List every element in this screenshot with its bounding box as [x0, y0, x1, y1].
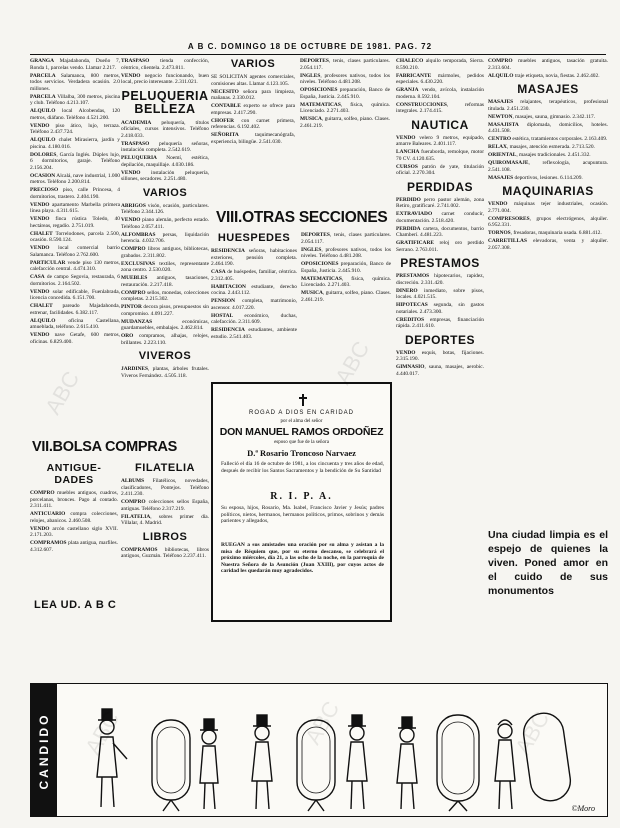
classified-ad: VENDO apartamento Marbella primera línea playa. 4.311.615.	[30, 201, 120, 214]
column-filatelia	[121, 462, 209, 620]
classified-list-prestamos	[396, 273, 484, 330]
section-varios-2: VARIOS	[230, 58, 276, 70]
classified-ad: EXTRAVIADO carnet conducir, documentación. 2.518.420.	[396, 211, 484, 224]
classified-list-otras	[301, 232, 391, 303]
funeral-widow-name: D.ª Rosario Troncoso Narvaez	[247, 448, 356, 458]
funeral-ruego: ROGAD A DIOS EN CARIDAD	[248, 410, 355, 416]
classified-ad: ACADEMIA peluquería, títulos oficiales, cursos intensivos. Teléfono 2.418.033.	[121, 119, 209, 139]
column-1	[30, 58, 120, 428]
classified-list-ensenanza	[300, 58, 390, 129]
section-peluqueria: PELUQUERIA BELLEZA	[121, 88, 209, 116]
funeral-alma: por el alma del señor	[280, 419, 323, 424]
classified-ad: CONTABLE experto se ofrece para empresas. 2.417.290.	[211, 103, 295, 116]
classified-ad: VENDO solar edificable, Fuenlabrada, licencia concedida. 6.151.700.	[30, 288, 120, 301]
classified-ad: ALQUILO oficina Castellana, amueblada, teléfono. 2.615.410.	[30, 317, 120, 330]
classified-ad: PERDIDO perro pastor alemán, zona Retiro, gratificaré. 2.741.002.	[396, 196, 484, 209]
classified-ad: MUDANZAS económicas, guardamuebles, embalajes. 2.462.814.	[121, 318, 209, 331]
classified-ad: NEWTON, masajes, sauna, gimnasio. 2.342.117.	[488, 113, 596, 120]
classified-ad: CASA de huéspedes, familiar, céntrica. 2.312.405.	[211, 269, 297, 282]
classified-ad: MATEMATICAS, física, química. Licenciado. 2.271.403.	[300, 101, 390, 114]
classified-ad: PARCELA Salamanca, 800 metros, todos servicios. Verdadera ocasión. 2.0 millones.	[30, 72, 120, 92]
classified-ad: COMPRESORES, grupos electrógenos, alquiler. 6.952.331.	[488, 215, 608, 228]
funeral-deceased-name: DON MANUEL RAMOS ORDOÑEZ	[219, 426, 384, 438]
lea-abc-slogan: LEA UD. A B C	[34, 599, 117, 611]
watermark-2: ABC	[330, 336, 375, 389]
classified-list-varios	[121, 203, 209, 347]
classified-ad: PARTICULAR vende piso 130 metros, calefacción central. 4.474.310.	[30, 259, 120, 272]
classified-ad: PARCELA Villalba, 300 metros, piscina y club. Teléfono 4.213.107.	[30, 93, 120, 106]
column-3	[211, 58, 295, 208]
classified-ad: RESIDENCIA estudiantes, ambiente estudio. 2.541.403.	[211, 327, 297, 340]
classified-ad: COMPRAMOS bibliotecas, libros antiguos, Guzmán. Teléfono 2.237.411.	[121, 546, 209, 559]
classified-ad: CARRETILLAS elevadoras, venta y alquiler. 2.057.308.	[488, 238, 608, 251]
classified-list-misc-6	[488, 58, 608, 79]
classified-ad: PRECIOSO piso, calle Princesa, 4 dormitorios, trastero. 2.404.190.	[30, 187, 120, 200]
classified-list-perdidas	[396, 197, 484, 254]
classified-ad: MUEBLES antiguos, tasaciones, restauración. 2.217.418.	[121, 275, 209, 288]
classified-ad: COMPRO colecciones sellos España, antiguas. Teléfono 2.317.219.	[121, 499, 209, 512]
classified-ad: CREDITOS empresas, financiación rápida. 2.411.610.	[396, 316, 484, 329]
classified-ad: GIMNASIO, sauna, masajes, aerobic. 4.440.017.	[396, 364, 484, 377]
classified-ad: ORIENTAL, masajes tradicionales. 2.451.332.	[488, 152, 591, 158]
section-nautica: NAUTICA	[411, 117, 469, 132]
classified-ad: VENDO instalación peluquería, sillones, secadores. 2.251.480.	[121, 169, 209, 182]
classified-list-libros	[121, 547, 209, 560]
watermark-4: ABC	[300, 696, 345, 749]
classified-ad: ALBUMS Filatélicos, novedades, clasificadores, Pontejos. Teléfono 2.411.230.	[121, 478, 209, 497]
classified-ad: VENDO arcón castellano siglo XVII. 2.171.203.	[30, 525, 118, 538]
classified-ad: PENSION completa, matrimonio, ascensor. 4.017.220.	[211, 298, 297, 311]
funeral-esposa: esposo que fue de la señora	[274, 440, 329, 445]
classified-ad: VENDO piano alemán, perfecto estado. Teléfono 2.057.411.	[121, 217, 209, 230]
funeral-body: Falleció el día 16 de octubre de 1981, a los cincuenta y tres años de edad, después de recibir los Santos Sacramentos y la bendición de Su Santidad	[221, 461, 384, 474]
classified-ad: TRASPASO tienda confección, céntrico, clientela. 2.473.811.	[121, 58, 209, 71]
civic-promo: Una ciudad limpia es el espejo de quienes la viven. Poned amor en el cuido de sus monumentos	[488, 529, 608, 597]
section-prestamos: PRESTAMOS	[400, 256, 480, 270]
classified-ad: SE SOLICITAN agentes comerciales, comisiones altas. Llamar 4.123.105.	[211, 74, 295, 87]
classified-ad: ALFOMBRAS persas, liquidación herencia. 4.032.706.	[121, 231, 209, 244]
classified-list-varios-2	[211, 74, 295, 145]
classified-ad: FABRICANTE mármoles, pedidos especiales. 6.430.220.	[396, 72, 484, 85]
classified-ad: HIPOTECAS segunda, sin gastos notariales. 2.473.300.	[396, 302, 484, 315]
classified-ad: CHALECO alquilo temporada, Sierra. 8.590.210.	[396, 58, 484, 71]
classified-ad: QUIROMASAJE, reflexología, acupuntura. 2.541.108.	[488, 160, 608, 173]
classified-ad: VENDO negocio funcionando, buen local, precio interesante. 2.311.021.	[121, 72, 209, 85]
classified-ad: CHALET pareado Majadahonda, estrenar, facilidades. 6.382.117.	[30, 303, 120, 316]
section-varios: VARIOS	[142, 186, 188, 199]
classified-ad: PELUQUERIA Noemí, estética, depilación, maquillaje. 4.030.186.	[121, 155, 209, 168]
classified-list-pisos	[30, 58, 120, 345]
classified-ad: INGLES, profesores nativos, todos los niveles. Teléfono 4.481.208.	[301, 246, 391, 259]
watermark-3: ABC	[80, 706, 125, 759]
classified-ad: COMPRO libros antiguos, bibliotecas, grabados. 2.311.802.	[121, 246, 209, 259]
classified-ad: PERDIDA cartera, documentos, barrio Chamberí. 4.481.223.	[396, 225, 484, 238]
classified-ad: CHOFER con carnet primera, referencias. 6.192.402.	[211, 117, 295, 130]
section-masajes: MASAJES	[517, 82, 579, 96]
classified-ad: CENTRO estética, tratamientos corporales. 2.163.409.	[488, 136, 608, 142]
section-antiguedades: ANTIGUE-DADES	[46, 462, 102, 486]
classified-list-antiguedades	[30, 490, 118, 553]
classified-ad: GRATIFICARE reloj oro perdido Serrano. 2.763.011.	[396, 240, 484, 253]
section-filatelia: FILATELIA	[135, 462, 195, 474]
classified-ad: EXCLUSIVAS textiles, representante zona centro. 2.530.020.	[121, 260, 209, 273]
watermark-5: ABC	[510, 706, 555, 759]
candido-band	[31, 684, 57, 816]
classified-list-deportes	[396, 350, 484, 378]
classified-ad: TRASPASO peluquería señoras, instalación completa. 2.542.619.	[121, 140, 209, 153]
column-4	[300, 58, 390, 208]
classified-ad: VENDO máquinas tejer industriales, ocasión. 2.771.004.	[488, 201, 608, 214]
column-5	[396, 58, 484, 618]
classified-list-misc	[121, 58, 209, 86]
classified-ad: MUSICA, guitarra, solfeo, piano. Clases. 2.461.219.	[301, 290, 391, 303]
classified-list-maquinarias	[488, 201, 608, 251]
classified-ad: VENDO esquís, botas, fijaciones. 2.315.190.	[396, 349, 484, 362]
section-libros: LIBROS	[142, 530, 188, 543]
funeral-notice	[211, 382, 392, 622]
classified-list-viveros	[121, 366, 209, 379]
classified-ad: VENDO nave Getafe, 600 metros, oficinas. 6.829.400.	[30, 332, 120, 345]
classified-ad: DEPORTES, tenis, clases particulares. 2.054.117.	[301, 232, 391, 245]
classified-list-masajes	[488, 99, 608, 181]
classified-ad: ALQUILO chalet Mirasierra, jardín y piscina. 4.180.016.	[30, 137, 120, 150]
classified-ad: ABRIGOS visón, ocasión, particulares. Teléfono 2.344.126.	[121, 202, 209, 215]
classified-ad: ALQUILO traje etiqueta, novia, fiestas. 2.462.402.	[488, 72, 600, 79]
classified-ad: LANCHA fueraborda, remolque, motor 70 CV. 4.120.635.	[396, 149, 484, 162]
classified-ad: CURSOS patrón de yate, titulación oficial. 2.270.304.	[396, 163, 484, 176]
classified-list-huespedes	[211, 248, 297, 340]
section-title-bolsa: VII.BOLSA COMPRAS	[32, 439, 178, 455]
classified-ad: PRESTAMOS hipotecarios, rapidez, discreción. 2.331.420.	[396, 273, 484, 286]
classified-ad: NECESITO señora para limpieza, mañanas. 2.330.012.	[211, 88, 295, 101]
classified-ad: DINERO inmediato, sobre pisos, locales. 4.021.515.	[396, 287, 484, 300]
classified-list-peluqueria	[121, 120, 209, 183]
classified-ad: JARDINES, plantas, árboles frutales. Viveros Fernández. 4.505.118.	[121, 366, 209, 379]
column-antiguedades	[30, 462, 118, 597]
classified-ad: MASAJES deportivos, lesiones. 6.114.209.	[488, 174, 583, 181]
classified-ad: VENDO piso ático, lujo, terraza. Teléfono 2.437.724.	[30, 122, 120, 135]
classified-ad: COMPRO muebles antiguos, tasación gratuita. 2.313.604.	[488, 58, 608, 71]
column-6	[488, 58, 608, 523]
classified-ad: COMPRO sellos, monedas, colecciones completas. 2.215.302.	[121, 289, 209, 302]
classified-ad: CHALET Torrelodones, parcela 2.500, ocasión. 8.590.124.	[30, 230, 120, 243]
section-perdidas: PERDIDAS	[406, 179, 473, 194]
comic-signature: ©Moro	[571, 804, 595, 813]
classified-ad: COMPRAMOS plata antigua, marfiles. 4.312.607.	[30, 540, 118, 553]
classified-ad: MASAJISTA diplomada, domicilios, hoteles. 4.431.508.	[488, 121, 608, 134]
classified-ad: DOLORES, García Inglés. Dúplex lujo, 6 dormitorios, garaje. Teléfono 2.156.204.	[30, 151, 120, 171]
classified-ad: VENDO velero 9 metros, equipado, amarre Baleares. 2.401.117.	[396, 134, 484, 147]
classified-ad: GRANJA vendo, avícola, instalación moderna. 8.592.104.	[396, 87, 484, 100]
section-maquinarias: MAQUINARIAS	[502, 184, 594, 198]
classified-ad: GRANGA Majadahonda, Dueño 7, Ronda 1, parcelas vendo. Llamar 2.217.	[30, 58, 120, 71]
funeral-rip: R. I. P. A.	[270, 491, 333, 502]
classified-ad: TORNOS, fresadoras, maquinaria usada. 6.881.412.	[488, 230, 602, 236]
funeral-mass: RUEGAN a sus amistades una oración por su alma y asistan a la misa de Réquiem que, por su eterno descanso, se celebrará el próximo miércoles, día 21, a las ocho de la noche, en la parroquia de Nuestra Señora de la Asunción (Juan XXIII), por cuyos actos de caridad les quedarán muy agradecidos.	[221, 542, 384, 574]
classified-ad: VENDO local comercial barrio Salamanca. Teléfono 2.762.600.	[30, 245, 120, 258]
section-deportes: DEPORTES	[404, 332, 475, 347]
classified-ad: MASAJES relajantes, terapéuticos, profesional titulada. 2.451.230.	[488, 99, 608, 112]
section-viveros: VIVEROS	[138, 350, 192, 362]
classified-ad: CONSTRUCCIONES, reformas integrales. 2.174.415.	[396, 101, 484, 114]
classified-ad: HOSTAL económico, duchas, calefacción. 2.311.609.	[211, 312, 297, 325]
classified-ad: HABITACION estudiante, derecho cocina. 2.443.112.	[211, 283, 297, 296]
classified-ad: VENDO finca rústica Toledo, 40 hectáreas, regadío. 2.751.019.	[30, 216, 120, 229]
candido-label: CANDIDO	[37, 712, 51, 790]
classified-ad: ORO compramos, alhajas, relojes, brillantes. 2.223.110.	[121, 333, 209, 346]
section-huespedes: HUESPEDES	[217, 232, 291, 244]
classified-ad: COMPRO muebles antiguos, cuadros, porcelanas, bronces. Pago al contado. 2.311.411.	[30, 490, 118, 509]
classified-ad: OCASION Alcalá, nave industrial, 1.000 metros. Teléfono 2.200.814.	[30, 172, 120, 185]
classified-ad: MATEMATICAS, física, química. Licenciado. 2.271.403.	[301, 275, 391, 288]
column-3-lower	[211, 232, 297, 377]
cross-icon	[299, 394, 307, 406]
classified-ad: PINTOR decora pisos, presupuestos sin compromiso. 4.091.227.	[121, 304, 209, 317]
classified-ad: OPOSICIONES preparación, Banco de España, Justicia. 2.445.910.	[301, 261, 391, 274]
classified-ad: FILATELIA, sobres primer día. Villalar, 4. Madrid.	[121, 513, 209, 526]
classified-ad: INGLES, profesores nativos, todos los niveles. Teléfono 4.481.208.	[300, 72, 390, 85]
classified-ad: ALQUILO local Alcobendas, 120 metros, diáfano. Teléfono 4.521.200.	[30, 108, 120, 121]
watermark-1: ABC	[40, 366, 85, 419]
section-title-otras: VIII.OTRAS SECCIONES	[216, 209, 388, 226]
classified-ad: MUSICA, guitarra, solfeo, piano. Clases. 2.461.219.	[300, 116, 390, 129]
classified-ad: SEÑORITA taquimecanógrafa, experiencia, bilingüe. 2.541.030.	[211, 132, 295, 145]
page-header: A B C. DOMINGO 18 DE OCTUBRE DE 1981. PAG. 72	[187, 42, 433, 51]
classified-ad: RESIDENCIA señoras, habitaciones exteriores, pensión completa. 2.464.190.	[211, 248, 297, 267]
classified-ad: RELAX, masajes, atención esmerada. 2.713.520.	[488, 144, 595, 150]
classified-list-misc-5	[396, 58, 484, 115]
classified-ad: ANTICUARIO compra colecciones, relojes, abanicos. 2.460.508.	[30, 511, 118, 524]
header-rule	[30, 54, 606, 55]
classified-ad: OPOSICIONES preparación, Banco de España, Justicia. 2.445.910.	[300, 87, 390, 100]
funeral-family: Su esposa, hijos, Rosario, Ma. Isabel, Francisco Javier y Jesús; padres políticos, nietos, hermanos, hermanos políticos, primos, sobrinos y demás parientes y allegados,	[221, 505, 384, 524]
classified-list-filatelia	[121, 478, 209, 527]
classified-list-nautica	[396, 135, 484, 177]
classified-ad: DEPORTES, tenis, clases particulares. 2.054.117.	[300, 58, 390, 71]
classified-ad: CASA de campo Segovia, restaurada, 6 dormitorios. 2.164.502.	[30, 274, 120, 287]
